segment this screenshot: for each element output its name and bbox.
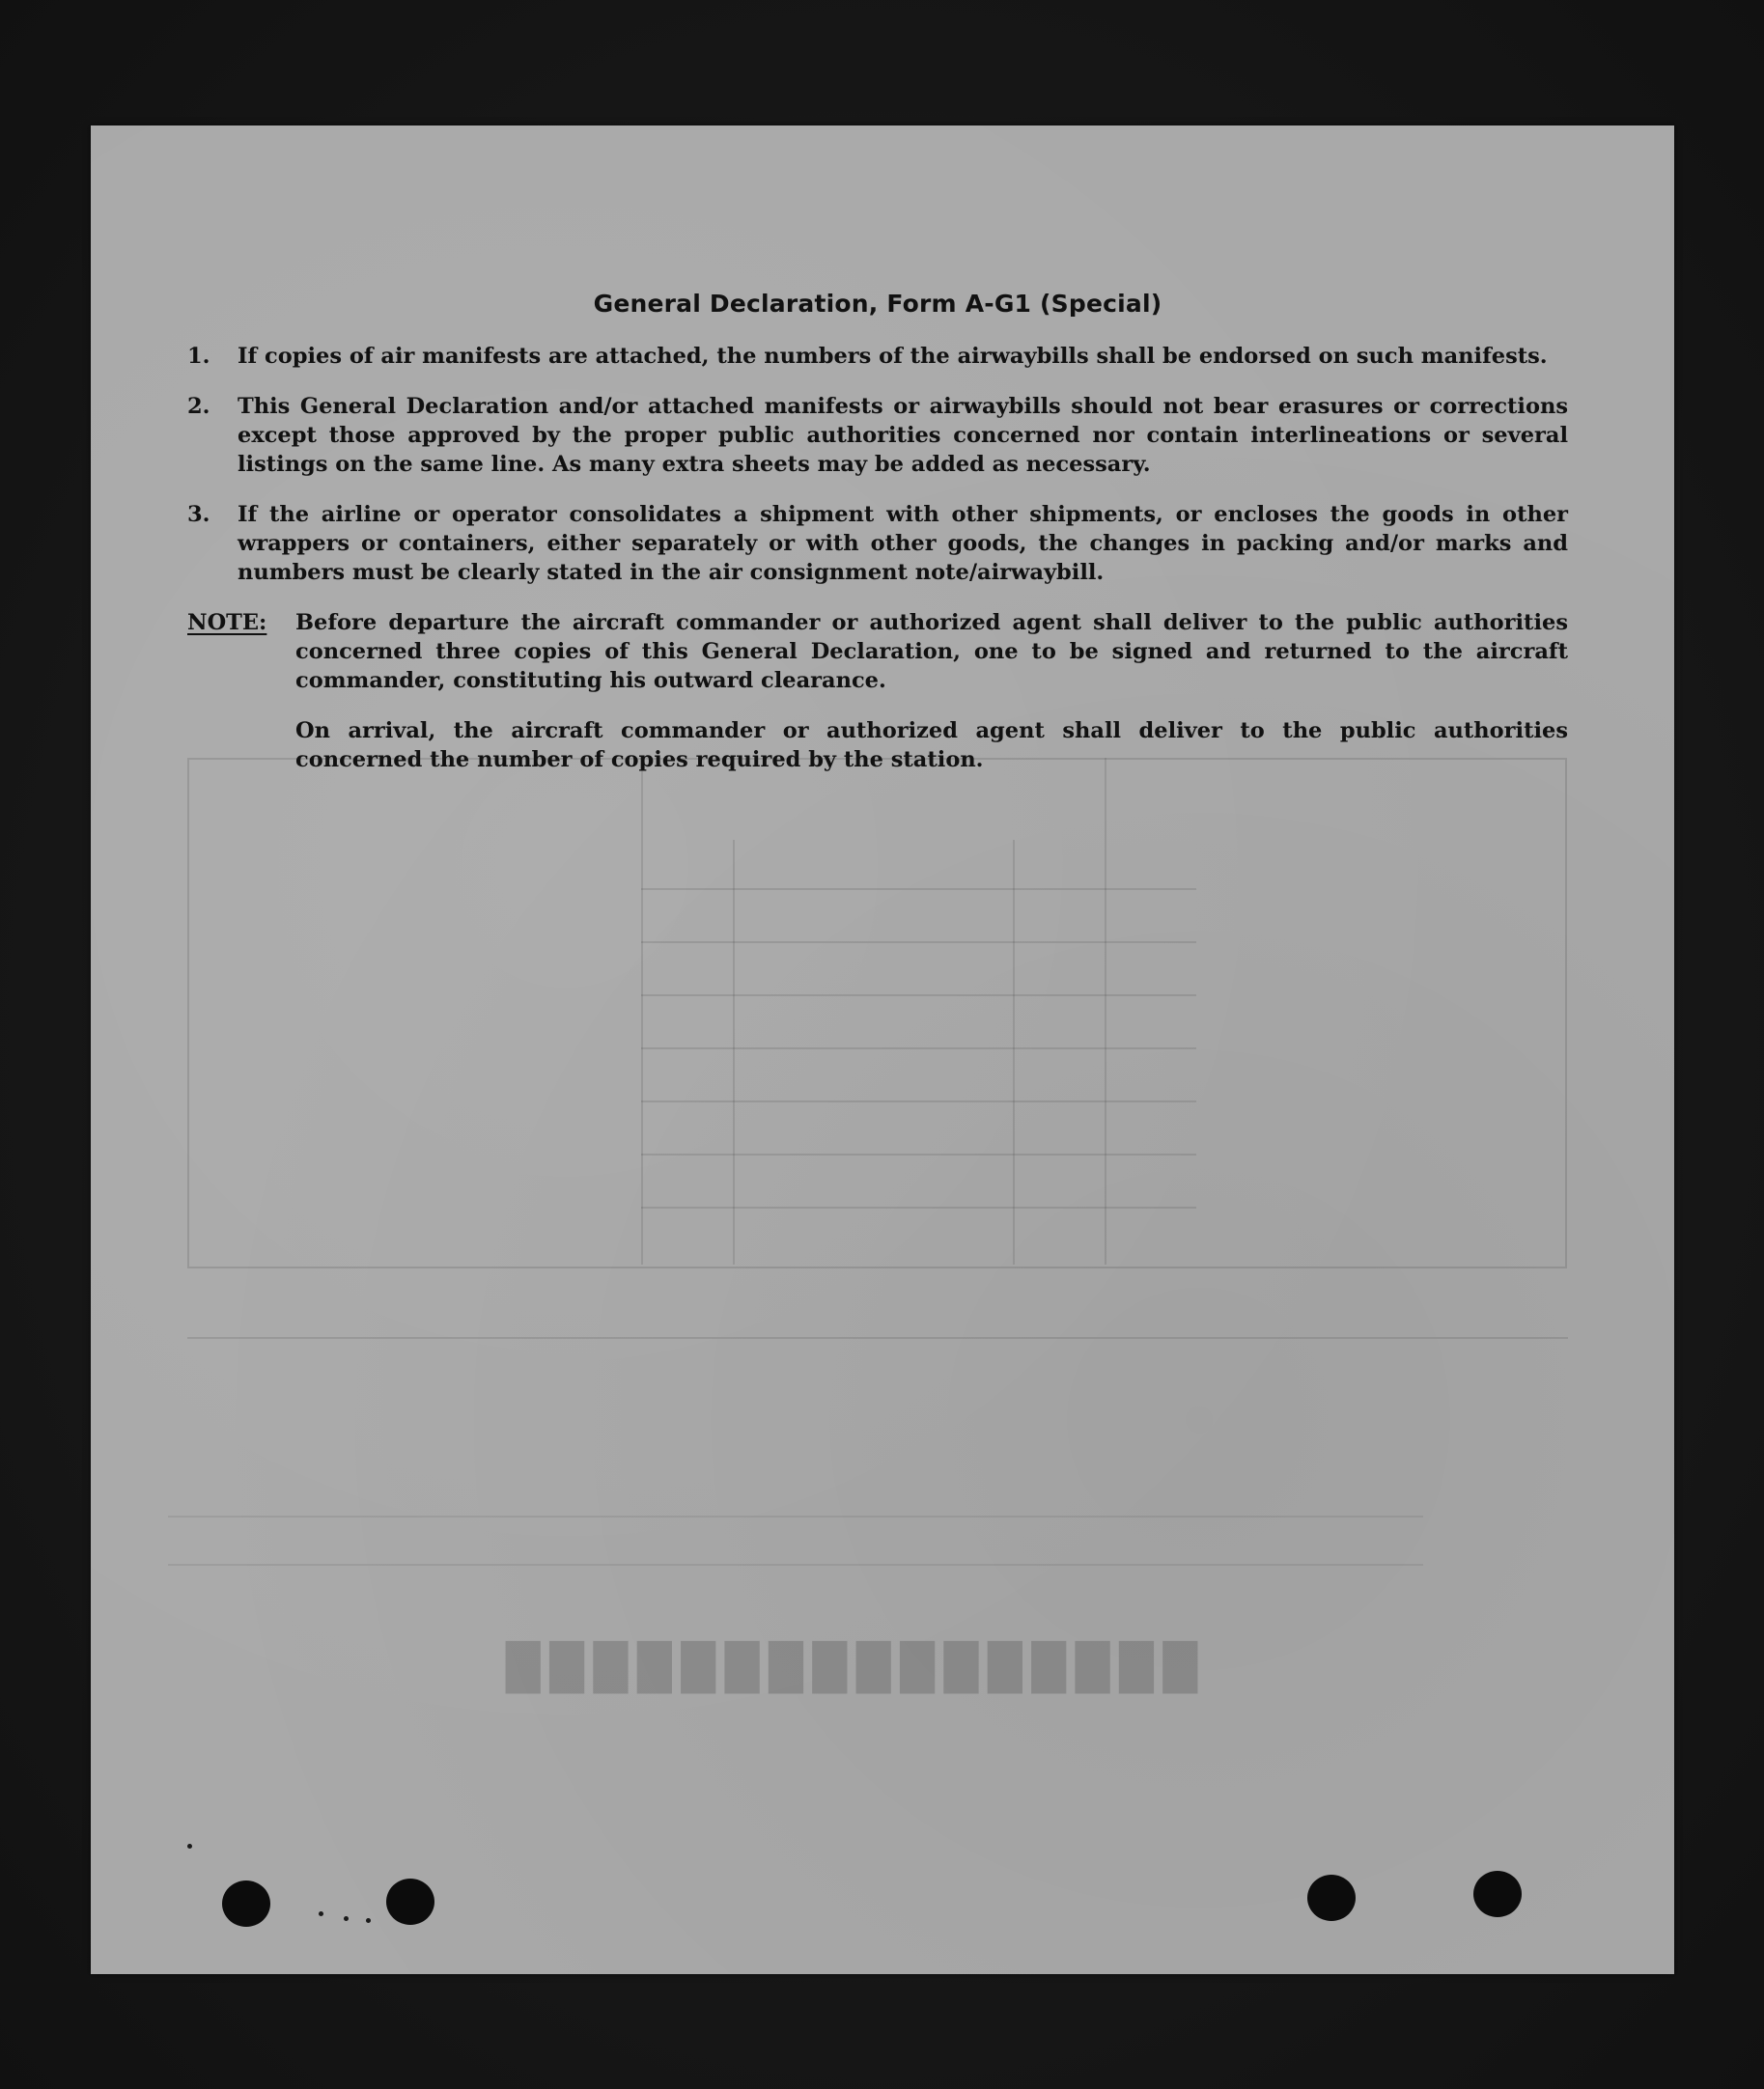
item-text: If the airline or operator consolidates a shipment with other shipments, or encloses the goods in other wrappers or containers, either separately or with other goods, the changes in packing and/or marks and numbers must be clearly stated in the air consignment note/airwaybill.: [238, 502, 1568, 585]
item-number: 1.: [187, 344, 210, 369]
punch-hole: [1473, 1871, 1522, 1917]
punch-hole: [386, 1879, 434, 1925]
speck: [366, 1918, 371, 1923]
instruction-item: [187, 392, 1568, 479]
form-title: General Declaration, Form A-G1 (Special): [593, 290, 1162, 318]
bleed-through-rule: [733, 840, 735, 1265]
document-page: [91, 125, 1674, 1974]
instruction-item: [187, 342, 1568, 371]
instructions-block: [187, 290, 1568, 794]
bleed-through-rule: [168, 1564, 1423, 1566]
punch-hole: [1307, 1875, 1356, 1921]
note-paragraph: Before departure the aircraft commander or authorized agent shall deliver to the public authorities concerned three copies of this General Declaration, one to be signed and returned to the aircraft commander, constituting his outward clearance.: [295, 610, 1568, 693]
speck: [344, 1916, 349, 1921]
note-paragraph: On arrival, the aircraft commander or authorized agent shall deliver to the public authorities concerned the number of copies required by the station.: [295, 718, 1568, 772]
bleed-through-rule: [641, 1207, 1196, 1209]
item-number: 2.: [187, 394, 210, 419]
item-text: If copies of air manifests are attached, the numbers of the airwaybills shall be endorsed on such manifests.: [238, 344, 1548, 369]
bleed-through-heading: ████████████████: [496, 1641, 1198, 1693]
speck: [187, 1844, 192, 1849]
bleed-through-rule: [641, 888, 1196, 890]
bleed-through-box: [187, 758, 1567, 1268]
item-number: 3.: [187, 502, 210, 527]
punch-hole: [222, 1880, 270, 1927]
bleed-through-rule: [641, 994, 1196, 996]
bleed-through-rule: [641, 758, 643, 1265]
item-text: This General Declaration and/or attached manifests or airwaybills should not bear erasures or corrections except those approved by the proper public authorities concerned nor contain interlineations or several listings on the same line. As many extra sheets may be added as necessary.: [238, 394, 1568, 477]
instruction-item: [187, 500, 1568, 587]
bleed-through-rule: [641, 1100, 1196, 1102]
note-item: [187, 608, 1568, 695]
bleed-through-rule: [187, 1337, 1568, 1339]
bleed-through-rule: [1013, 840, 1015, 1265]
bleed-through-rule: [168, 1516, 1423, 1518]
bleed-through-rule: [1105, 758, 1106, 1265]
speck: [319, 1911, 323, 1916]
bleed-through-rule: [641, 941, 1196, 943]
bleed-through-rule: [641, 1047, 1196, 1049]
note-label: NOTE:: [187, 610, 267, 635]
bleed-through-rule: [641, 1154, 1196, 1156]
